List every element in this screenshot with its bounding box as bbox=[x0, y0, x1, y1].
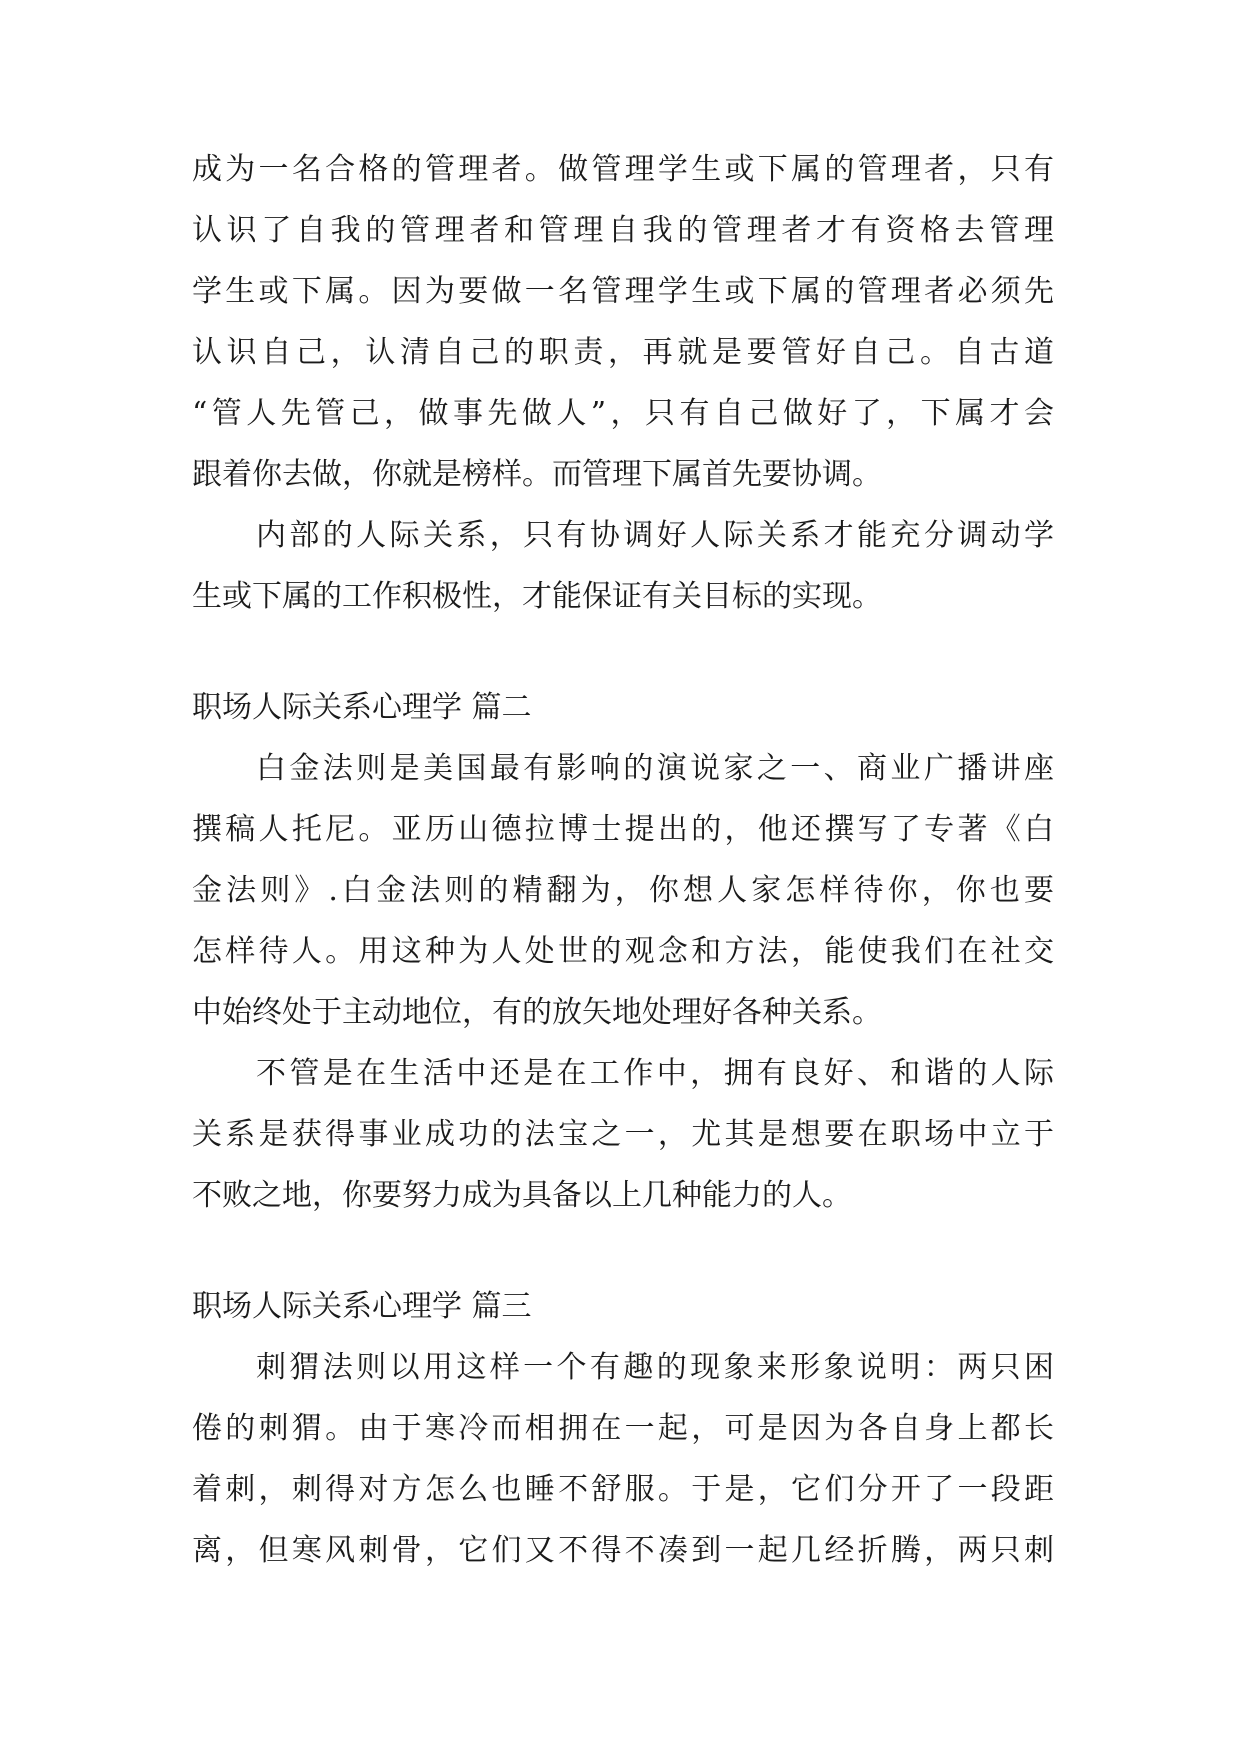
paragraph-line: 中始终处于主动地位，有的放矢地处理好各种关系。 bbox=[192, 995, 882, 1030]
paragraph-line: 倦的刺猬。由于寒冷而相拥在一起，可是因为各自身上都长 bbox=[192, 1411, 1054, 1446]
paragraph-line: 怎样待人。用这种为人处世的观念和方法，能使我们在社交 bbox=[192, 934, 1054, 969]
paragraph-line: 跟着你去做，你就是榜样。而管理下属首先要协调。 bbox=[192, 457, 882, 492]
paragraph-line: 生或下属的工作积极性，才能保证有关目标的实现。 bbox=[192, 579, 882, 614]
paragraph-line: 金法则》.白金法则的精翻为，你想人家怎样待你，你也要 bbox=[192, 873, 1054, 908]
paragraph-line: 撰稿人托尼。亚历山德拉博士提出的，他还撰写了专著《白 bbox=[192, 812, 1054, 847]
paragraph-line: 关系是获得事业成功的法宝之一，尤其是想要在职场中立于 bbox=[192, 1117, 1054, 1152]
paragraph-line: 认识自己，认清自己的职责，再就是要管好自己。自古道 bbox=[192, 335, 1054, 370]
paragraph-line: 学生或下属。因为要做一名管理学生或下属的管理者必须先 bbox=[192, 274, 1054, 309]
section-heading: 职场人际关系心理学 篇三 bbox=[192, 1289, 532, 1324]
paragraph-line: “管人先管己，做事先做人”，只有自己做好了，下属才会 bbox=[192, 396, 1054, 431]
section-heading: 职场人际关系心理学 篇二 bbox=[192, 690, 532, 725]
paragraph-line: 离，但寒风刺骨，它们又不得不凑到一起几经折腾，两只刺 bbox=[192, 1533, 1054, 1568]
paragraph-line: 着刺，刺得对方怎么也睡不舒服。于是，它们分开了一段距 bbox=[192, 1472, 1054, 1507]
paragraph-line: 刺猬法则以用这样一个有趣的现象来形象说明：两只困 bbox=[256, 1350, 1054, 1385]
paragraph-line: 成为一名合格的管理者。做管理学生或下属的管理者，只有 bbox=[192, 152, 1054, 187]
paragraph-line: 内部的人际关系，只有协调好人际关系才能充分调动学 bbox=[256, 518, 1054, 553]
paragraph-line: 不败之地，你要努力成为具备以上几种能力的人。 bbox=[192, 1178, 852, 1213]
paragraph-line: 白金法则是美国最有影响的演说家之一、商业广播讲座 bbox=[256, 751, 1054, 786]
paragraph-line: 认识了自我的管理者和管理自我的管理者才有资格去管理 bbox=[192, 213, 1054, 248]
paragraph-line: 不管是在生活中还是在工作中，拥有良好、和谐的人际 bbox=[256, 1056, 1054, 1091]
